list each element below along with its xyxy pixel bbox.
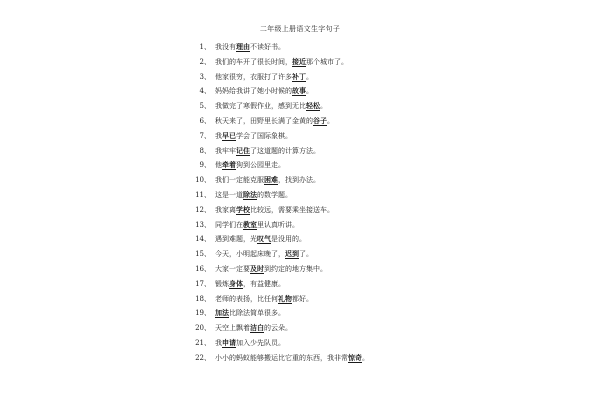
- sentence-text: [215, 262, 327, 277]
- sentence-segment: 。: [306, 72, 313, 81]
- sentence-text: [215, 129, 292, 144]
- sentence-segment: 都好。: [292, 294, 313, 303]
- sentence-item: [193, 144, 369, 159]
- key-word: 理由: [236, 42, 250, 51]
- sentence-segment: 比较远，需要乘坐接送车。: [250, 205, 334, 214]
- sentence-item: [193, 232, 369, 247]
- key-word: 叹气: [257, 234, 271, 244]
- sentence-number: 15、: [195, 250, 211, 259]
- key-word: 申请: [222, 337, 236, 347]
- sentence-segment: 里认真听讲。: [257, 220, 299, 229]
- sentence-item: [193, 99, 369, 114]
- sentence-segment: 。: [320, 102, 327, 111]
- sentence-text: [215, 321, 292, 336]
- sentence-item: [193, 321, 369, 336]
- sentence-number: 2、: [199, 57, 211, 66]
- sentence-segment: 小小的蚂蚁能够搬运比它重的东西，我非常: [215, 353, 348, 362]
- key-word: 除法: [243, 189, 257, 199]
- sentence-number: 17、: [195, 279, 211, 288]
- sentence-number: 16、: [195, 264, 211, 273]
- key-word: 轻松: [306, 101, 320, 111]
- sentence-item: [193, 292, 369, 307]
- sentence-segment: 的数学题。: [257, 190, 292, 199]
- sentence-number: 18、: [195, 294, 211, 303]
- key-word: 早已: [222, 130, 236, 140]
- sentence-text: [215, 218, 299, 233]
- sentence-text: [215, 114, 334, 129]
- sentence-item: [193, 55, 369, 70]
- sentence-segment: 。: [306, 87, 313, 96]
- sentence-text: [215, 99, 327, 114]
- sentence-segment: 狗到公园里走。: [236, 161, 285, 170]
- sentence-item: [193, 336, 369, 351]
- sentence-text: [215, 70, 313, 85]
- key-word: 加法: [215, 308, 229, 318]
- sentence-text: [215, 306, 285, 321]
- sentence-item: [193, 262, 369, 277]
- sentence-list: [193, 40, 369, 366]
- sentence-segment: 到约定的地方集中。: [264, 264, 327, 273]
- sentence-item: [193, 188, 369, 203]
- sentence-text: [215, 188, 292, 203]
- key-word: 补丁: [292, 71, 306, 81]
- sentence-item: [193, 218, 369, 233]
- document-title: 二年级上册语文生字句子: [259, 25, 341, 33]
- sentence-item: [193, 158, 369, 173]
- sentence-segment: 他: [215, 161, 222, 170]
- sentence-segment: 不读好书。: [250, 43, 285, 51]
- sentence-text: [215, 277, 285, 292]
- sentence-segment: 我们的车开了很长时间，: [215, 57, 292, 66]
- sentence-segment: 我们一定能克服: [215, 176, 264, 185]
- sentence-segment: 我: [215, 338, 222, 347]
- key-word: 学校: [236, 204, 250, 214]
- sentence-segment: 比除法简单很多。: [229, 309, 285, 318]
- key-word: 洁白: [250, 323, 264, 333]
- sentence-segment: 了。: [299, 250, 313, 259]
- sentence-text: [215, 292, 313, 307]
- sentence-number: 8、: [199, 146, 211, 155]
- sentence-segment: 学会了国际象棋。: [236, 131, 292, 140]
- sentence-text: [215, 55, 348, 70]
- sentence-segment: 锻炼: [215, 279, 229, 288]
- sentence-item: [193, 277, 369, 292]
- sentence-segment: ，有益健康。: [243, 279, 285, 288]
- sentence-segment: 。: [327, 116, 334, 125]
- sentence-segment: 他家很穷，衣服打了许多: [215, 72, 292, 81]
- sentence-segment: 我家离: [215, 205, 236, 214]
- sentence-item: [193, 40, 369, 55]
- sentence-number: 7、: [199, 131, 211, 140]
- sentence-segment: 那个城市了。: [306, 57, 348, 66]
- sentence-segment: 老师的表扬，比任何: [215, 294, 278, 303]
- sentence-item: [193, 306, 369, 321]
- sentence-text: [215, 336, 285, 351]
- key-word: 礼物: [278, 293, 292, 303]
- sentence-number: 6、: [199, 116, 211, 125]
- key-word: 困难: [264, 175, 278, 185]
- sentence-text: [215, 158, 285, 173]
- sentence-item: [193, 114, 369, 129]
- sentence-segment: 大家一定要: [215, 264, 250, 273]
- sentence-segment: 同学们在: [215, 220, 243, 229]
- sentence-segment: 遇到难题，光: [215, 235, 257, 244]
- sentence-item: [193, 70, 369, 85]
- sentence-number: 12、: [195, 205, 211, 214]
- sentence-text: [215, 173, 320, 188]
- sentence-number: 9、: [199, 161, 211, 170]
- sentence-number: 13、: [195, 220, 211, 229]
- key-word: 迟到: [285, 249, 299, 259]
- key-word: 教室: [243, 219, 257, 229]
- sentence-segment: 了这道题的计算方法。: [250, 146, 320, 155]
- sentence-text: [215, 144, 320, 159]
- sentence-text: [215, 84, 313, 99]
- sentence-number: 20、: [195, 324, 211, 333]
- sentence-text: [215, 232, 306, 247]
- sentence-item: [193, 173, 369, 188]
- sentence-segment: 秋天来了，田野里长满了金黄的: [215, 116, 313, 125]
- sentence-segment: 是没用的。: [271, 235, 306, 244]
- sentence-number: 22、: [195, 353, 211, 362]
- sentence-number: 1、: [199, 43, 211, 51]
- sentence-number: 19、: [195, 309, 211, 318]
- key-word: 牵着: [222, 160, 236, 170]
- sentence-segment: 天空上飘着: [215, 324, 250, 333]
- key-word: 惊奇: [348, 352, 362, 362]
- key-word: 故事: [292, 86, 306, 96]
- key-word: 记住: [236, 145, 250, 155]
- sentence-item: [193, 129, 369, 144]
- key-word: 及时: [250, 263, 264, 273]
- sentence-number: 14、: [195, 235, 211, 244]
- sentence-text: [215, 203, 334, 218]
- sentence-text: [215, 351, 369, 366]
- key-word: 身体: [229, 278, 243, 288]
- sentence-number: 10、: [195, 176, 211, 185]
- sentence-segment: ，找到办法。: [278, 176, 320, 185]
- sentence-number: 11、: [195, 190, 211, 199]
- sentence-segment: 妈妈给我讲了她小时候的: [215, 87, 292, 96]
- key-word: 接近: [292, 56, 306, 66]
- sentence-segment: 我做完了寒假作业，感到无比: [215, 102, 306, 111]
- sentence-number: 5、: [199, 102, 211, 111]
- sentence-segment: 这是一道: [215, 190, 243, 199]
- sentence-segment: 的云朵。: [264, 324, 292, 333]
- sentence-item: [193, 351, 369, 366]
- sentence-number: 3、: [199, 72, 211, 81]
- sentence-text: [215, 40, 285, 55]
- sentence-item: [193, 84, 369, 99]
- sentence-item: [193, 203, 369, 218]
- key-word: 谷子: [313, 115, 327, 125]
- sentence-text: [215, 247, 313, 262]
- sentence-number: 21、: [195, 338, 211, 347]
- sentence-number: 4、: [199, 87, 211, 96]
- sentence-segment: 我没有: [215, 43, 236, 51]
- sentence-item: [193, 247, 369, 262]
- sentence-segment: 。: [362, 353, 369, 362]
- sentence-segment: 今天，小明起床晚了，: [215, 250, 285, 259]
- sentence-segment: 加入少先队员。: [236, 338, 285, 347]
- sentence-segment: 我牢牢: [215, 146, 236, 155]
- sentence-segment: 我: [215, 131, 222, 140]
